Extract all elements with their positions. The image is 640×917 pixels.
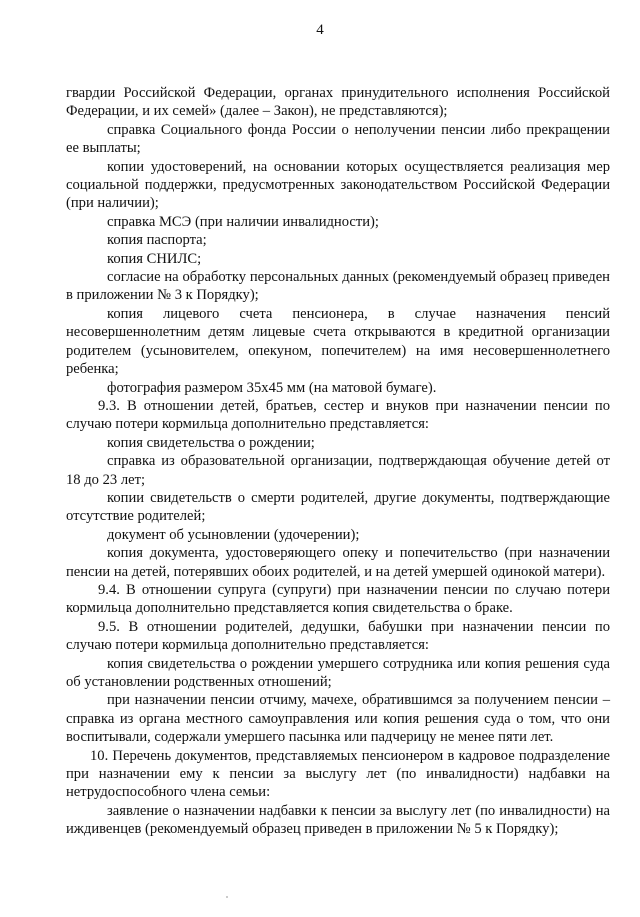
- paragraph: документ об усыновлении (удочерении);: [107, 526, 360, 543]
- paragraph: справка Социального фонда России о неполучении пенсии либо прекращении ее выплаты;: [66, 121, 610, 157]
- paragraph: копия СНИЛС;: [107, 250, 202, 267]
- section-paragraph-9-3: 9.3. В отношении детей, братьев, сестер и внуков при назначении пенсии по случаю потери кормильца дополнительно представляется:: [66, 397, 610, 433]
- paragraph: справка из образовательной организации, подтверждающая обучение детей от 18 до 23 лет;: [66, 453, 610, 488]
- paragraph: копия паспорта;: [107, 232, 207, 249]
- paragraph: заявление о назначении надбавки к пенсии за выслугу лет (по инвалидности) на иждивенцев (рекомендуемый образец приведен в приложении № 5 к Порядку);: [66, 802, 610, 838]
- paragraph: фотография размером 35х45 мм (на матовой бумаге).: [107, 379, 437, 396]
- paragraph-continuation: гвардии Российской Федерации, органах принудительного исполнения Российской Федерации, и их семей» (далее – Закон), не представляются);: [66, 85, 610, 120]
- page-number: 4: [316, 22, 324, 38]
- document-body: [66, 84, 610, 839]
- paragraph: при назначении пенсии отчиму, мачехе, обратившимся за получением пенсии – справка из органа местного самоуправления или копия решения суда о том, что они воспитывали, содержали умершего пасынка или падчерицу не менее пяти лет.: [66, 692, 610, 746]
- scan-artifact: [226, 896, 228, 898]
- paragraph: копия лицевого счета пенсионера, в случае назначения пенсий несовершеннолетним детям лицевые счета открываются в кредитной организации родителем (усыновителем, опекуном, попечителем) на имя несовершеннолетнего ребенка;: [66, 305, 610, 378]
- paragraph: копия документа, удостоверяющего опеку и попечительство (при назначении пенсии на детей, потерявших обоих родителей, и на детей умершей одинокой матери).: [66, 545, 610, 580]
- paragraph: копия свидетельства о рождении умершего сотрудника или копия решения суда об установлении родственных отношений;: [66, 655, 610, 690]
- paragraph: справка МСЭ (при наличии инвалидности);: [107, 213, 379, 230]
- paragraph: копии свидетельств о смерти родителей, другие документы, подтверждающие отсутствие родителей;: [66, 489, 610, 525]
- section-paragraph-9-5: 9.5. В отношении родителей, дедушки, бабушки при назначении пенсии по случаю потери кормильца дополнительно представляется:: [66, 618, 610, 654]
- paragraph: копии удостоверений, на основании которых осуществляется реализация мер социальной поддержки, предусмотренных законодательством Российской Федерации (при наличии);: [66, 158, 610, 212]
- paragraph: копия свидетельства о рождении;: [107, 434, 315, 451]
- section-paragraph-9-4: 9.4. В отношении супруга (супруги) при назначении пенсии по случаю потери кормильца дополнительно представляется копия свидетельства о браке.: [66, 581, 610, 617]
- section-paragraph-10: 10. Перечень документов, представляемых пенсионером в кадровое подразделение при назначении ему к пенсии за выслугу лет (по инвалидности) надбавки на нетрудоспособного члена семьи:: [66, 747, 610, 801]
- paragraph: согласие на обработку персональных данных (рекомендуемый образец приведен в приложении № 3 к Порядку);: [66, 269, 610, 304]
